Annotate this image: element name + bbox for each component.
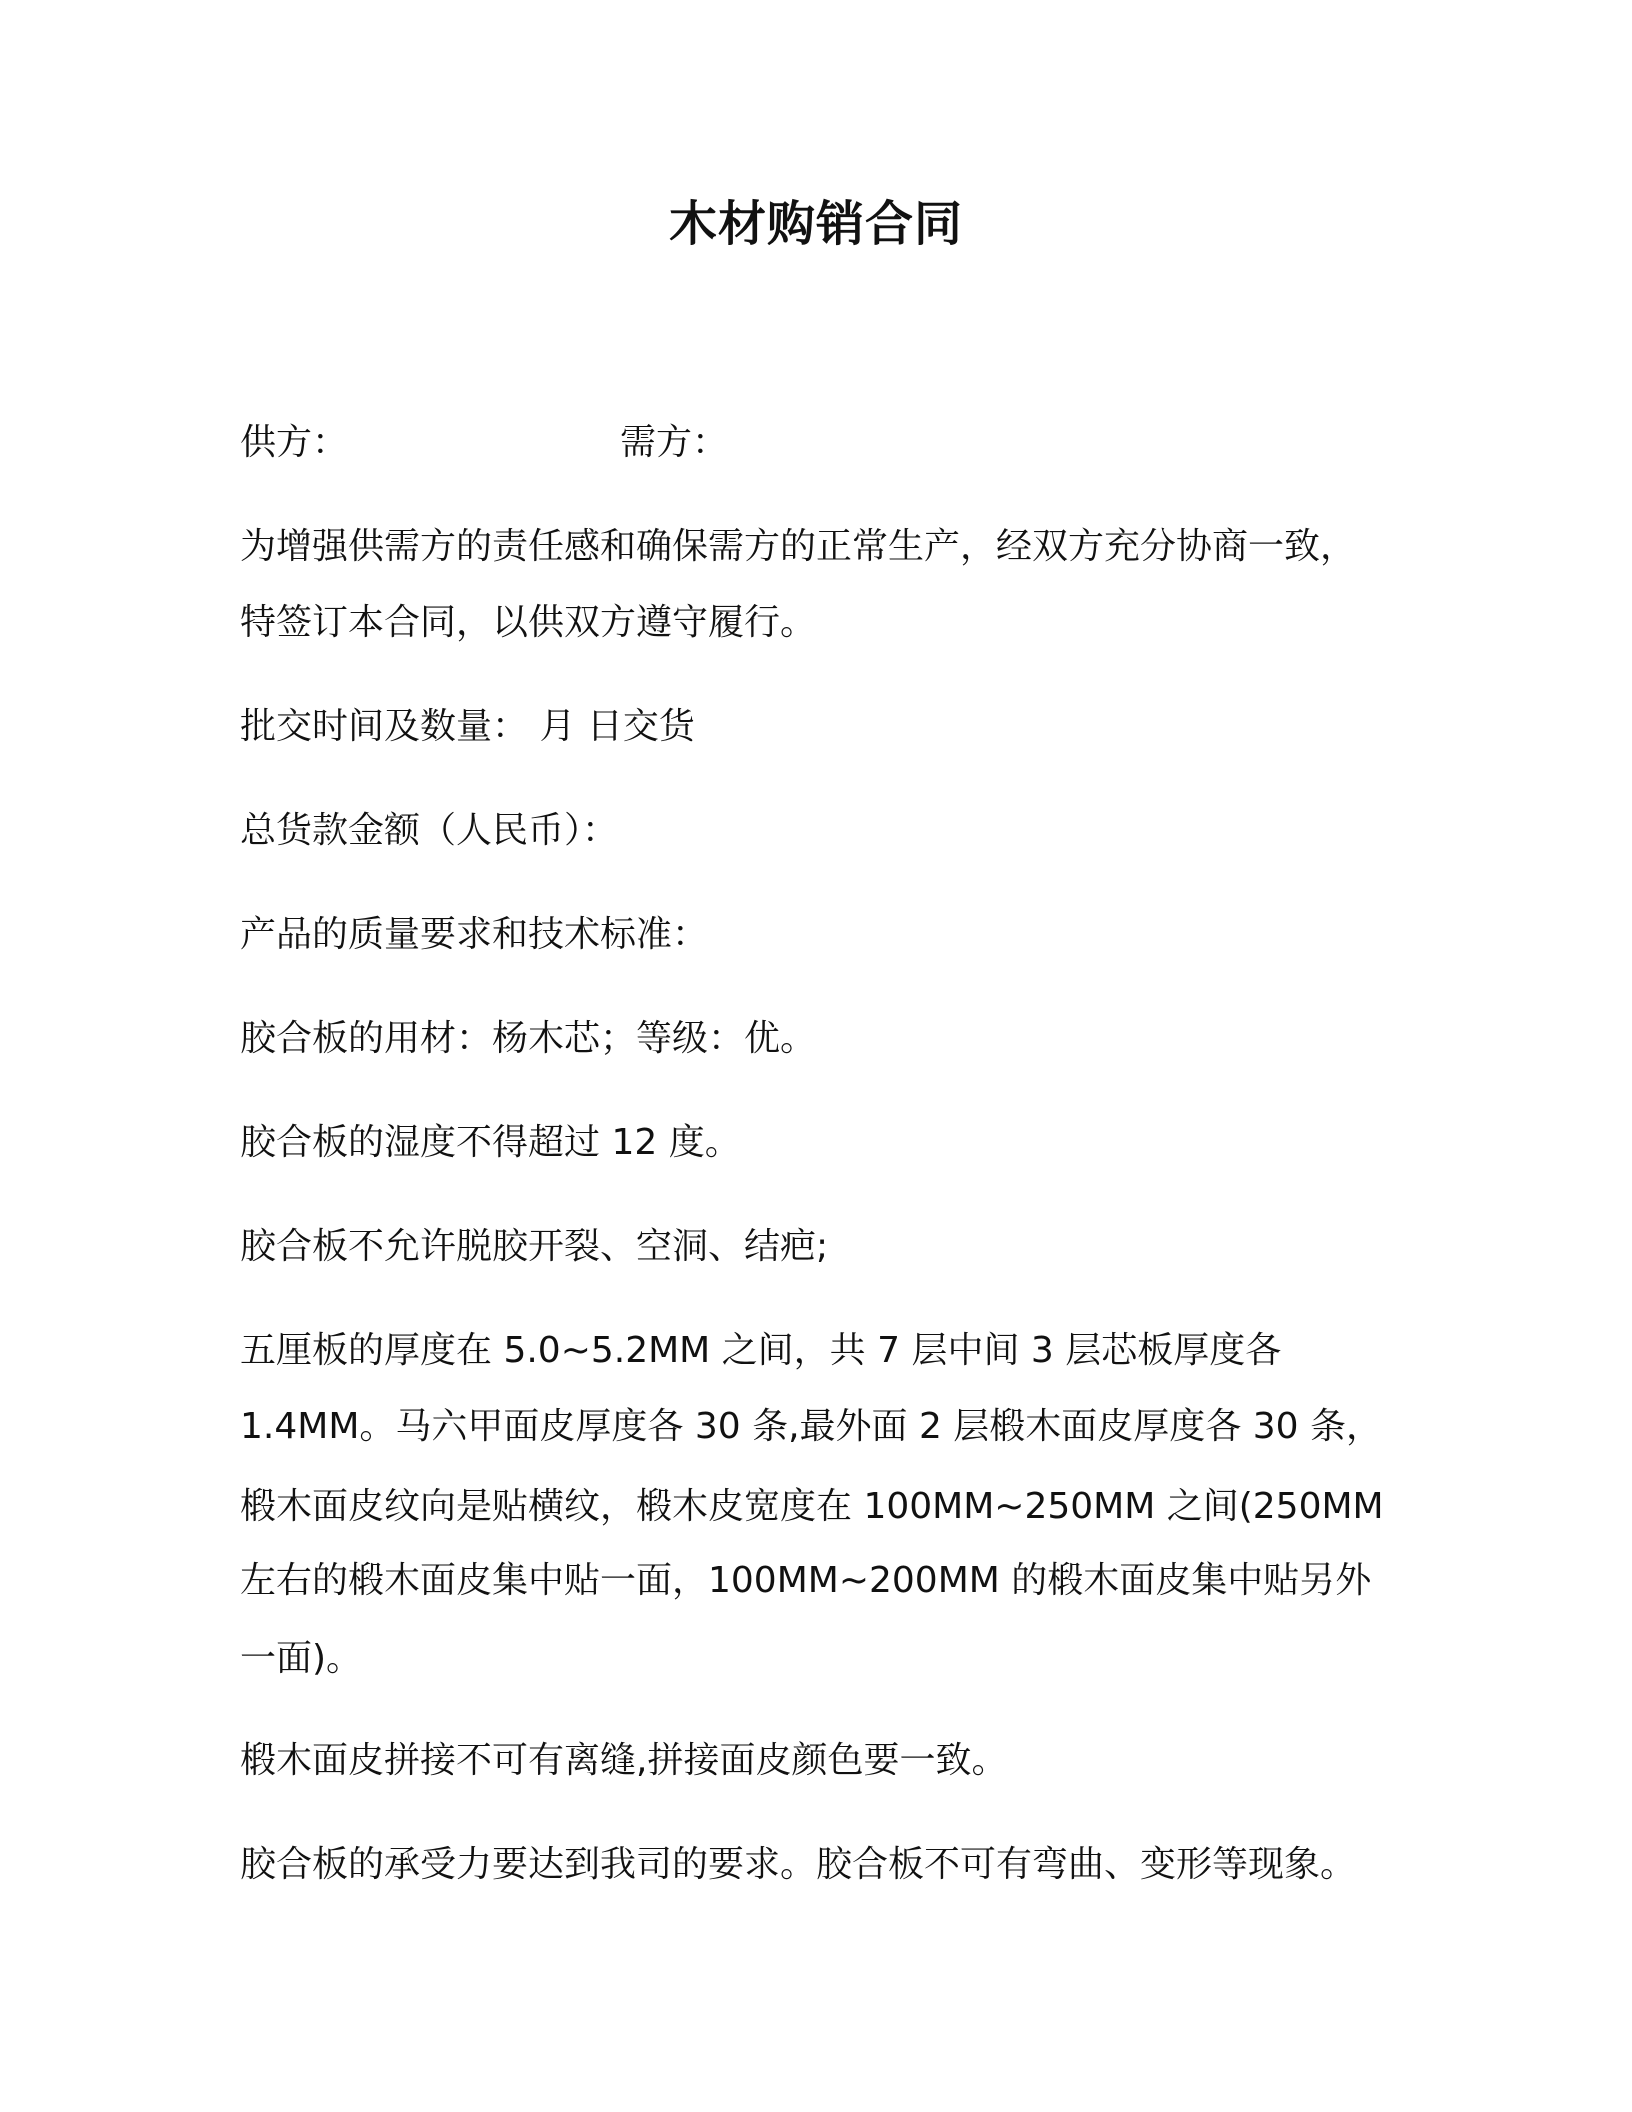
document-title: 木材购销合同 <box>668 196 963 252</box>
supplier-label: 供方： <box>240 422 349 463</box>
splicing-spec: 椴木面皮拼接不可有离缝,拼接面皮颜色要一致。 <box>240 1740 1008 1781</box>
parties-line <box>240 418 1040 468</box>
delivery-terms: 批交时间及数量： 月 日交货 <box>240 706 695 747</box>
spec-line-3: 椴木面皮纹向是贴横纹，椴木皮宽度在 100MM~250MM 之间(250MM <box>240 1486 1384 1527</box>
load-bearing-spec: 胶合板的承受力要达到我司的要求。胶合板不可有弯曲、变形等现象。 <box>240 1844 1357 1885</box>
intro-line-2: 特签订本合同，以供双方遵守履行。 <box>240 602 817 643</box>
quality-heading: 产品的质量要求和技术标准： <box>240 914 709 955</box>
spec-line-1: 五厘板的厚度在 5.0~5.2MM 之间，共 7 层中间 3 层芯板厚度各 <box>240 1330 1282 1371</box>
total-amount: 总货款金额（人民币）： <box>240 810 619 851</box>
spec-line-5: 一面)。 <box>240 1638 363 1679</box>
intro-line-1: 为增强供需方的责任感和确保需方的正常生产，经双方充分协商一致， <box>240 526 1357 567</box>
humidity-spec: 胶合板的湿度不得超过 12 度。 <box>240 1122 741 1163</box>
buyer-label: 需方： <box>620 422 729 463</box>
spec-line-4: 左右的椴木面皮集中贴一面，100MM~200MM 的椴木面皮集中贴另外 <box>240 1560 1372 1601</box>
defects-spec: 胶合板不允许脱胶开裂、空洞、结疤; <box>240 1226 829 1267</box>
spec-line-2: 1.4MM。马六甲面皮厚度各 30 条,最外面 2 层椴木面皮厚度各 30 条， <box>240 1406 1382 1447</box>
material-spec: 胶合板的用材：杨木芯；等级：优。 <box>240 1018 817 1059</box>
